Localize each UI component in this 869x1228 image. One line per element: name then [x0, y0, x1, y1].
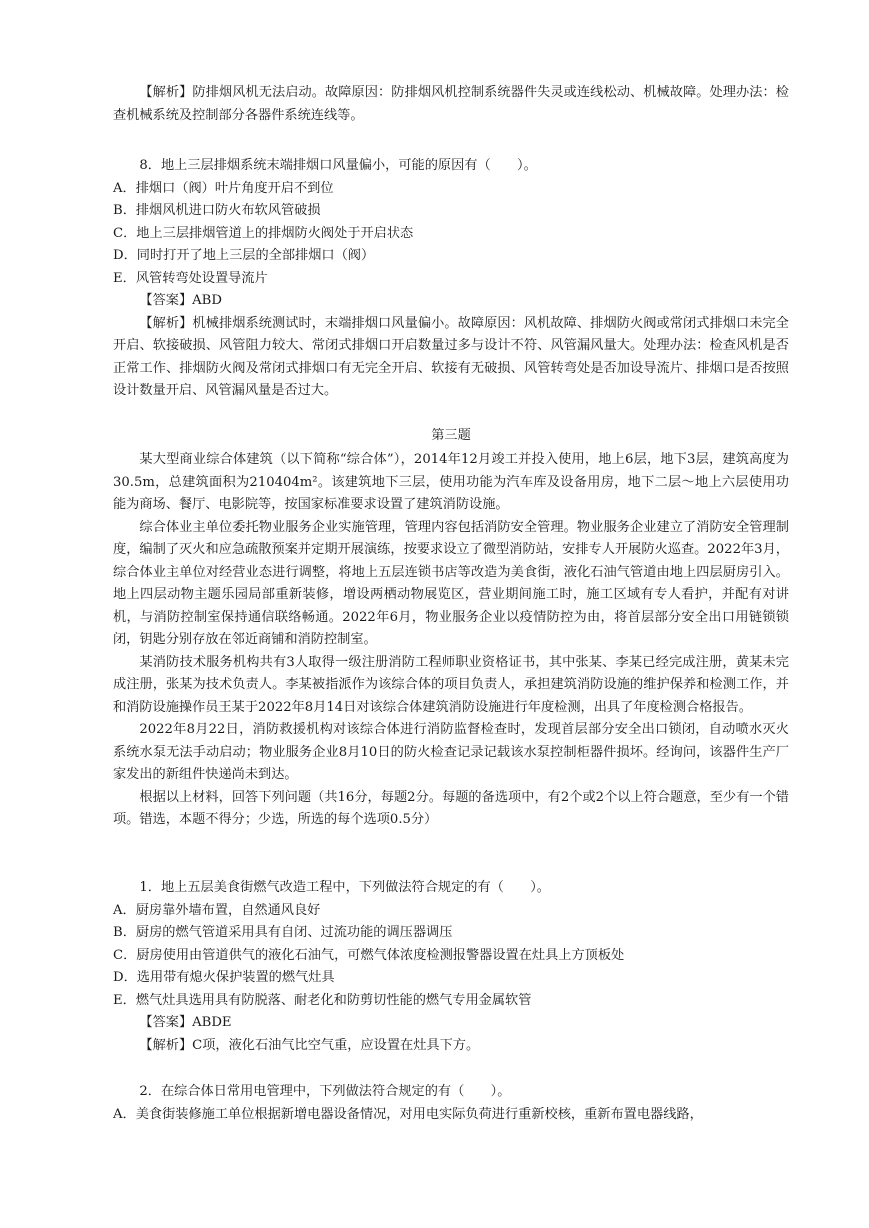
question-stem: 2．在综合体日常用电管理中，下列做法符合规定的有（ ）。	[139, 1084, 511, 1099]
case-paragraph: 根据以上材料，回答下列问题（共16分，每题2分。每题的备选项中，有2个或2个以上符合题意，至少有一个错项。错选，本题不得分；少选，所选的每个选项0.5分）	[113, 789, 789, 827]
answer: 【答案】ABD	[139, 293, 222, 308]
question-stem: 8．地上三层排烟系统末端排烟口风量偏小，可能的原因有（ ）。	[139, 158, 537, 173]
analysis: 【解析】机械排烟系统测试时，末端排烟口风量偏小。故障原因：风机故障、排烟防火阀或常闭式排烟口未完全开启、软接破损、风管阻力较大、常闭式排烟口开启数量过多与设计不符、风管漏风量大。处理办法：检查风机是否正常工作、排烟防火阀及常闭式排烟口有无完全开启、软接有无破损、风管转弯处是否加设导流片、排烟口是否按照设计数量开启、风管漏风量是否过大。	[113, 315, 789, 398]
option-b: B．厨房的燃气管道采用具有自闭、过流功能的调压器调压	[113, 925, 453, 940]
section-heading: 第三题	[431, 428, 471, 443]
case-paragraph: 2022年8月22日，消防救援机构对该综合体进行消防监督检查时，发现首层部分安全出口锁闭，自动喷水灭火系统水泵无法手动启动；物业服务企业8月10日的防火检查记录记载该水泵控制柜器件损坏。经询问，该器件生产厂家发出的新组件快递尚未到达。	[113, 722, 789, 782]
case-paragraph: 综合体业主单位委托物业服务企业实施管理，管理内容包括消防安全管理。物业服务企业建立了消防安全管理制度，编制了灭火和应急疏散预案并定期开展演练，按要求设立了微型消防站，安排专人开展防火巡查。2022年3月，综合体业主单位对经营业态进行调整，将地上五层连锁书店等改造为美食街，液化石油气管道由地上四层厨房引入。地上四层动物主题乐园局部重新装修，增设两栖动物展览区，营业期间施工时，施工区域有专人看护，并配有对讲机，与消防控制室保持通信联络畅通。2022年6月，物业服务企业以疫情防控为由，将首层部分安全出口用链锁锁闭，钥匙分别存放在邻近商铺和消防控制室。	[113, 519, 789, 647]
case-paragraph: 某消防技术服务机构共有3人取得一级注册消防工程师职业资格证书，其中张某、李某已经完成注册，黄某未完成注册，张某为技术负责人。李某被指派作为该综合体的项目负责人，承担建筑消防设施的维护保养和检测工作，并和消防设施操作员王某于2022年8月14日对该综合体建筑消防设施进行年度检测，出具了年度检测合格报告。	[113, 654, 789, 715]
option-c: C．地上三层排烟管道上的排烟防火阀处于开启状态	[113, 225, 414, 241]
case-paragraph: 某大型商业综合体建筑（以下简称“综合体”），2014年12月竣工并投入使用，地上6层，地下3层，建筑高度为30.5m，总建筑面积为210404m²。该建筑地下三层，使用功能为汽车库及设备用房，地下二层～地上六层使用功能为商场、餐厅、电影院等，按国家标准要求设置了建筑消防设施。	[113, 452, 789, 512]
question-8	[113, 155, 789, 403]
analysis-paragraph: 【解析】防排烟风机无法启动。故障原因：防排烟风机控制系统器件失灵或连线松动、机械故障。处理办法：检查机械系统及控制部分各器件系统连线等。	[113, 85, 789, 123]
section-title	[113, 425, 789, 448]
option-e: E．燃气灶具选用具有防脱落、耐老化和防剪切性能的燃气专用金属软管	[113, 992, 532, 1008]
question-stem: 1．地上五层美食街燃气改造工程中，下列做法符合规定的有（ ）。	[139, 880, 550, 895]
answer: 【答案】ABDE	[139, 1015, 232, 1030]
previous-analysis	[113, 82, 789, 127]
option-d: D．同时打开了地上三层的全部排烟口（阀）	[113, 248, 375, 263]
question-2	[113, 1081, 789, 1126]
option-c: C．厨房使用由管道供气的液化石油气，可燃气体浓度检测报警器设置在灶具上方顶板处	[113, 947, 625, 963]
analysis: 【解析】C项，液化石油气比空气重，应设置在灶具下方。	[139, 1037, 480, 1053]
option-a: A．厨房靠外墙布置，自然通风良好	[113, 902, 321, 918]
question-1	[113, 877, 789, 1057]
option-a: A．美食街装修施工单位根据新增电器设备情况，对用电实际负荷进行重新校核，重新布置电器线路，	[113, 1106, 703, 1122]
option-a: A．排烟口（阀）叶片角度开启不到位	[113, 180, 334, 196]
option-e: E．风管转弯处设置导流片	[113, 270, 268, 286]
option-b: B．排烟风机进口防火布软风管破损	[113, 203, 321, 218]
case-material	[113, 449, 789, 832]
option-d: D．选用带有熄火保护装置的燃气灶具	[113, 970, 335, 985]
